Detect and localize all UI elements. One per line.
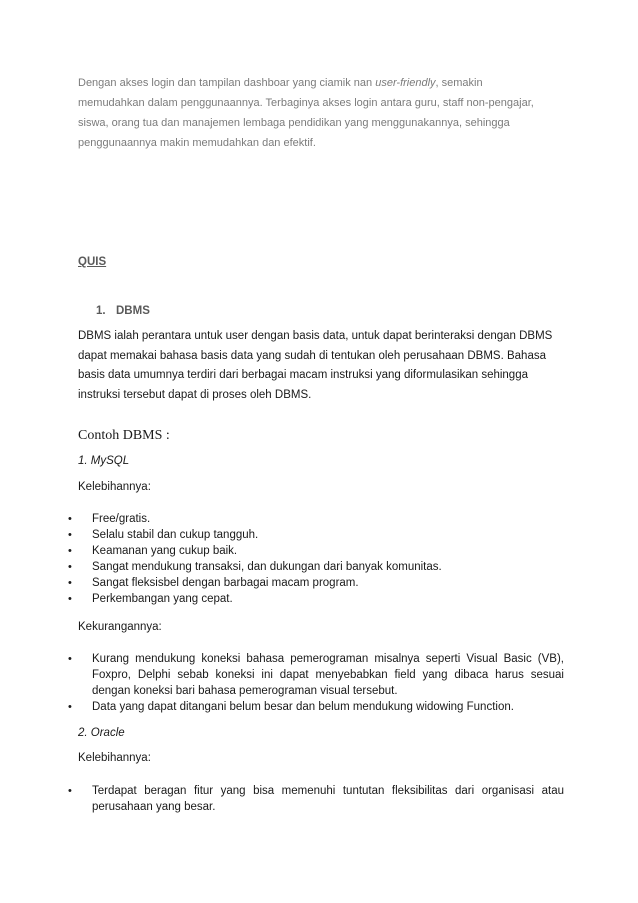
list-item: • Perkembangan yang cepat. xyxy=(68,593,233,605)
bullet-icon: • xyxy=(68,561,72,573)
intro-text-end: , semakin memudahkan dalam penggunaannya. Terbaginya akses login antara guru, staff non-pengajar, siswa, orang tua dan manajemen lembaga pendidikan yang menggunakannya, sehingga penggunaannya makin memudahkan dan efektif. xyxy=(78,77,534,149)
section-title: DBMS xyxy=(116,305,150,317)
bullet-icon: • xyxy=(68,529,72,541)
bullet-icon: • xyxy=(68,701,72,713)
list-item: • Terdapat beragan fitur yang bisa memenuhi tuntutan fleksibilitas dari organisasi atau perusahaan yang besar. xyxy=(68,785,564,813)
intro-italic-term: user-friendly xyxy=(375,77,436,89)
bullet-icon: • xyxy=(68,653,72,665)
intro-text-start: Dengan akses login dan tampilan dashboar yang ciamik nan xyxy=(78,77,376,89)
bullet-icon: • xyxy=(68,577,72,589)
mysql-kekurangan-list xyxy=(68,651,564,715)
mysql-title: 1. MySQL xyxy=(78,455,130,467)
intro-paragraph xyxy=(78,73,548,153)
quis-heading: QUIS xyxy=(78,256,107,268)
dbms-paragraph xyxy=(78,327,568,405)
mysql-kekurangan-label: Kekurangannya: xyxy=(78,621,162,633)
list-item: • Kurang mendukung koneksi bahasa pemerograman misalnya seperti Visual Basic (VB), Foxpro, Delphi sebab koneksi ini dapat menyebabkan field yang dibaca harus sesuai dengan koneksi bari bahasa pemerograman visual tersebut. xyxy=(68,653,564,697)
oracle-title: 2. Oracle xyxy=(78,727,125,739)
dbms-paragraph-text: DBMS ialah perantara untuk user dengan basis data, untuk dapat berinteraksi dengan DBMS dapat memakai bahasa basis data yang sudah di tentukan oleh perusahaan DBMS. Bahasa basis data umumnya terdiri dari berbagai macam instruksi yang diformulasikan sehingga instruksi tersebut dapat di proses oleh DBMS. xyxy=(78,330,553,401)
oracle-kelebihan-list xyxy=(68,783,564,815)
bullet-icon: • xyxy=(68,593,72,605)
bullet-icon: • xyxy=(68,785,72,797)
mysql-kelebihan-label: Kelebihannya: xyxy=(78,481,151,493)
list-item: • Sangat mendukung transaksi, dan dukungan dari banyak komunitas. xyxy=(68,561,442,573)
bullet-icon: • xyxy=(68,545,72,557)
contoh-heading: Contoh DBMS : xyxy=(78,428,170,443)
oracle-kelebihan-label: Kelebihannya: xyxy=(78,752,151,764)
mysql-kelebihan-list xyxy=(68,511,564,607)
section-number: 1. xyxy=(96,305,106,317)
bullet-icon: • xyxy=(68,513,72,525)
list-item: • Selalu stabil dan cukup tangguh. xyxy=(68,529,259,541)
section-heading-dbms xyxy=(96,305,150,317)
list-item: • Sangat fleksisbel dengan barbagai macam program. xyxy=(68,577,359,589)
list-item: • Free/gratis. xyxy=(68,513,151,525)
list-item: • Keamanan yang cukup baik. xyxy=(68,545,238,557)
list-item: • Data yang dapat ditangani belum besar dan belum mendukung widowing Function. xyxy=(68,701,514,713)
